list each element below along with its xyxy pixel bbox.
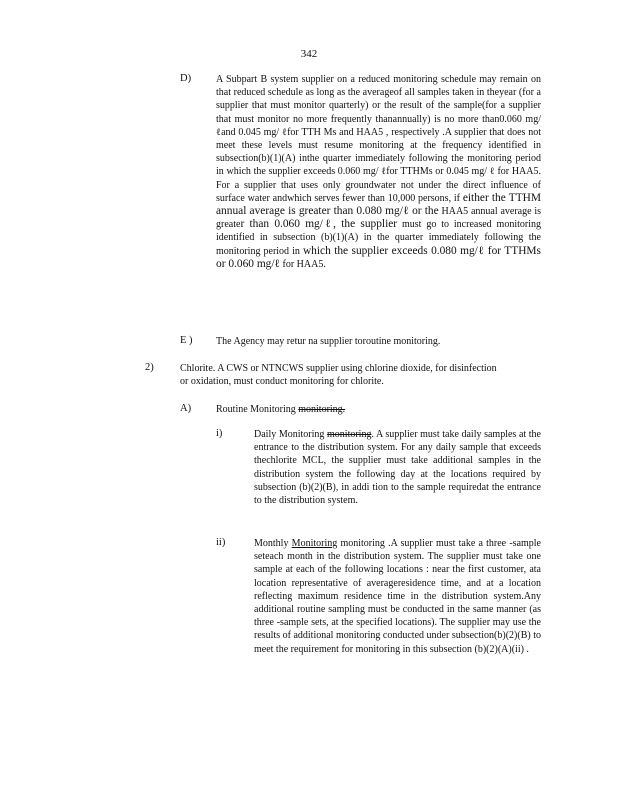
item-d-label: D) — [180, 73, 192, 84]
item-a-heading — [216, 403, 541, 416]
item-ii-paragraph — [254, 537, 541, 656]
item-d-text-5: must go to increased monitoring identified in subsection (b)(1)(A) in the quarter immediately following the monitoring period in — [216, 219, 541, 257]
item-i-label: i) — [216, 428, 223, 439]
item-2-text: Chlorite. A CWS or NTNCWS supplier using chlorine dioxide, for disinfection or oxidation, must conduct monitoring for chlorite. — [180, 363, 497, 388]
item-d-text-3: HAA5 annual average is greate — [216, 206, 542, 231]
item-d-text-2: either the TTHM annual average is greater than 0.080 mg/ℓ or the — [216, 191, 542, 218]
item-2-label: 2) — [145, 362, 154, 373]
routine-monitoring-struck: monitoring. — [298, 404, 346, 415]
item-d-text-7: for HAA5. — [282, 258, 326, 270]
item-d-text-4: r than 0.060 mg/ℓ, the supplier — [240, 218, 398, 231]
item-d-paragraph — [216, 73, 541, 271]
monthly-monitoring-lead: Monthly — [254, 538, 289, 549]
item-ii-label: ii) — [216, 537, 226, 548]
item-i-paragraph — [254, 428, 541, 507]
item-d-text-6: which the supplier exceeds 0.080 mg/ℓ for TTHMs or 0.060 mg/ℓ — [216, 244, 541, 270]
daily-monitoring-lead: Daily Monitoring — [254, 429, 325, 440]
item-d-text-1: A Subpart B system supplier on a reduced monitoring schedule may remain on that reduced schedule as long as the averageof all samples taken in theyear (for a supplier that must monitor quarterly) or the result of the sample(for a supplier that must monitor no more frequently thanannually) is no more than0.060 mg/ ℓand 0.045 mg/ ℓfor TTH Ms and HAA5 , respectively .A supplier that does not meet these levels must resume monitoring at the frequency identified in subsection(b)(1)(A) inthe quarter immediately following the monitoring period in which the supplier exceeds 0.060 mg/ ℓfor TTHMs or 0.045 mg/ ℓ for HAA5. For a supplier that uses only groundwater not under the direct influence of surface water andwhich serves fewer than 10,000 persons, if — [216, 74, 541, 204]
item-i-text: . A supplier must take daily samples at the entrance to the distribution system. For any daily sample that exceeds thechlorite MCL, the supplier must take additional samples in the distribution system the following day at the locations required by subsection (b)(2)(B), in addi tion to the sample requiredat the entrance to the distribution system. — [254, 429, 541, 507]
item-e-text: The Agency may retur na supplier toroutine monitoring. — [216, 336, 441, 347]
monthly-monitoring-underlined: Monitoring — [291, 538, 338, 549]
monthly-monitoring-struck: monitoring — [340, 538, 385, 549]
daily-monitoring-struck: monitoring — [327, 429, 372, 440]
item-ii-text: .A supplier must take a three -sample seteach month in the distribution system. The supplier must take one sample at each of the following locations : near the first customer, ata location representative of averageresidence time, and at a location reflecting maximum residence time in the distribution system.Any additional routine sampling must be conducted in the same manner (as three -sample sets, at the specified locations). The supplier may use the results of additional monitoring conducted under subsection(b)(2)(B) to meet the requirement for monitoring in this subsection (b)(2)(A)(ii) . — [254, 538, 541, 655]
routine-monitoring-heading: Routine Monitoring — [216, 404, 296, 415]
item-a-label: A) — [180, 403, 192, 414]
page-number: 342 — [300, 48, 318, 60]
item-e-label: E ) — [180, 335, 193, 346]
